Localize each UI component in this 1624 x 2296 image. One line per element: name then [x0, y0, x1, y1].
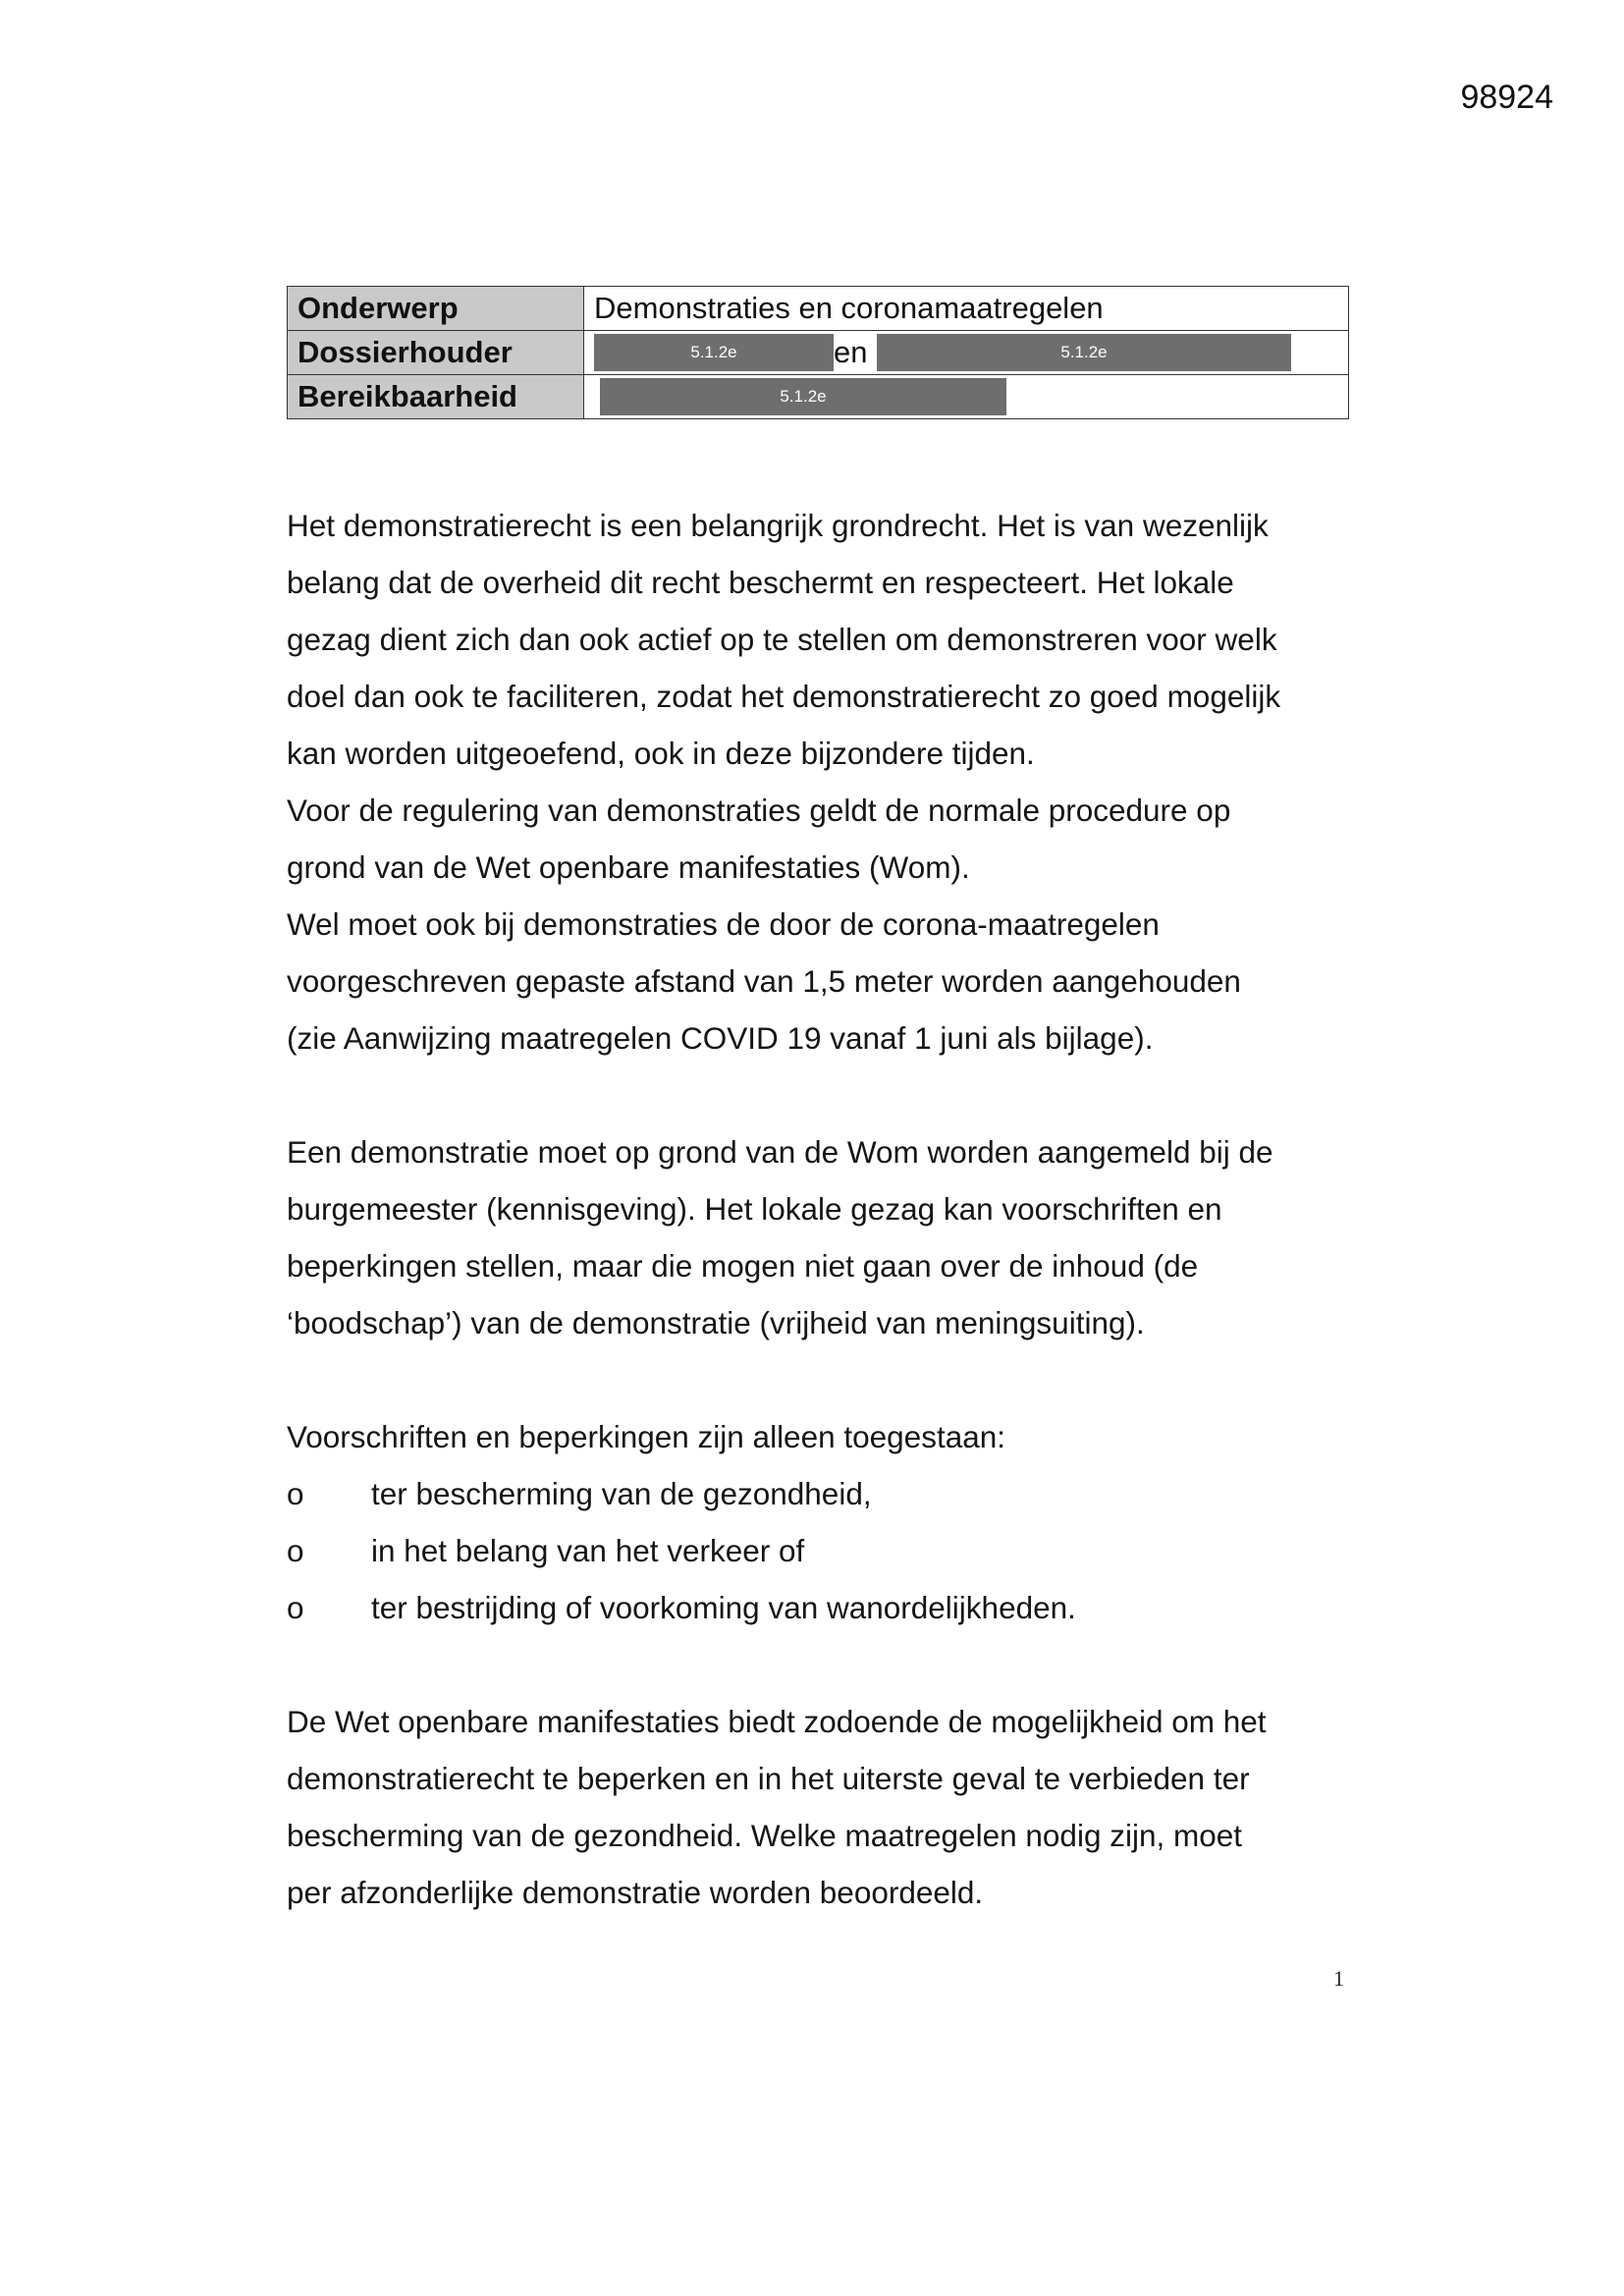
- body-line: voorgeschreven gepaste afstand van 1,5 meter worden aangehouden: [287, 963, 1241, 999]
- list-item-text: in het belang van het verkeer of: [371, 1533, 805, 1568]
- bullet-marker: o: [287, 1590, 304, 1625]
- redaction-block: 5.1.2e: [600, 378, 1006, 415]
- meta-value-subject: Demonstraties en coronamaatregelen: [584, 287, 1349, 331]
- paragraph-gap: [287, 1351, 1357, 1408]
- body-line: ‘boodschap’) van de demonstratie (vrijheid van meningsuiting).: [287, 1305, 1145, 1340]
- meta-label-owner: Dossierhouder: [288, 331, 584, 375]
- body-line: belang dat de overheid dit recht beschermt en respecteert. Het lokale: [287, 565, 1234, 600]
- body-line: Een demonstratie moet op grond van de Wom worden aangemeld bij de: [287, 1134, 1273, 1170]
- list-item: [287, 1465, 1357, 1522]
- body-line: doel dan ook te faciliteren, zodat het demonstratierecht zo goed mogelijk: [287, 679, 1281, 714]
- metadata-table: [287, 286, 1349, 419]
- body-line: Wel moet ook bij demonstraties de door de corona-maatregelen: [287, 906, 1160, 942]
- meta-label-reachability: Bereikbaarheid: [288, 375, 584, 419]
- list-item-text: ter bescherming van de gezondheid,: [371, 1476, 872, 1511]
- body-line: demonstratierecht te beperken en in het uiterste geval te verbieden ter: [287, 1761, 1250, 1796]
- meta-value-owner: [584, 331, 1349, 375]
- body-line: burgemeester (kennisgeving). Het lokale gezag kan voorschriften en: [287, 1191, 1222, 1227]
- redaction-block: 5.1.2e: [877, 334, 1291, 371]
- meta-row-owner: [288, 331, 1349, 375]
- body-line: grond van de Wet openbare manifestaties (Wom).: [287, 849, 970, 885]
- meta-row-reachability: [288, 375, 1349, 419]
- body-line: (zie Aanwijzing maatregelen COVID 19 vanaf 1 juni als bijlage).: [287, 1020, 1154, 1056]
- page-number: 1: [1333, 1966, 1344, 1991]
- redaction-block: 5.1.2e: [594, 334, 834, 371]
- list-item-text: ter bestrijding of voorkoming van wanordelijkheden.: [371, 1590, 1076, 1625]
- list-item: [287, 1579, 1357, 1636]
- document-number: 98924: [1460, 79, 1553, 116]
- meta-value-reachability: [584, 375, 1349, 419]
- list-intro: Voorschriften en beperkingen zijn alleen toegestaan:: [287, 1419, 1006, 1454]
- body-line: Voor de regulering van demonstraties geldt de normale procedure op: [287, 793, 1231, 828]
- paragraph-gap: [287, 1066, 1357, 1123]
- body-line: gezag dient zich dan ook actief op te stellen om demonstreren voor welk: [287, 622, 1277, 657]
- body-line: kan worden uitgeoefend, ook in deze bijzondere tijden.: [287, 736, 1035, 771]
- bullet-marker: o: [287, 1533, 304, 1568]
- meta-connector-text: en: [834, 335, 868, 369]
- paragraph-gap: [287, 1636, 1357, 1693]
- body-line: beperkingen stellen, maar die mogen niet gaan over de inhoud (de: [287, 1248, 1199, 1284]
- body-line: Het demonstratierecht is een belangrijk grondrecht. Het is van wezenlijk: [287, 508, 1269, 543]
- document-body: [287, 497, 1357, 1921]
- list-item: [287, 1522, 1357, 1579]
- meta-label-subject: Onderwerp: [288, 287, 584, 331]
- body-line: De Wet openbare manifestaties biedt zodoende de mogelijkheid om het: [287, 1704, 1267, 1739]
- bullet-marker: o: [287, 1476, 304, 1511]
- body-line: per afzonderlijke demonstratie worden beoordeeld.: [287, 1875, 984, 1910]
- meta-row-subject: [288, 287, 1349, 331]
- body-line: bescherming van de gezondheid. Welke maatregelen nodig zijn, moet: [287, 1818, 1243, 1853]
